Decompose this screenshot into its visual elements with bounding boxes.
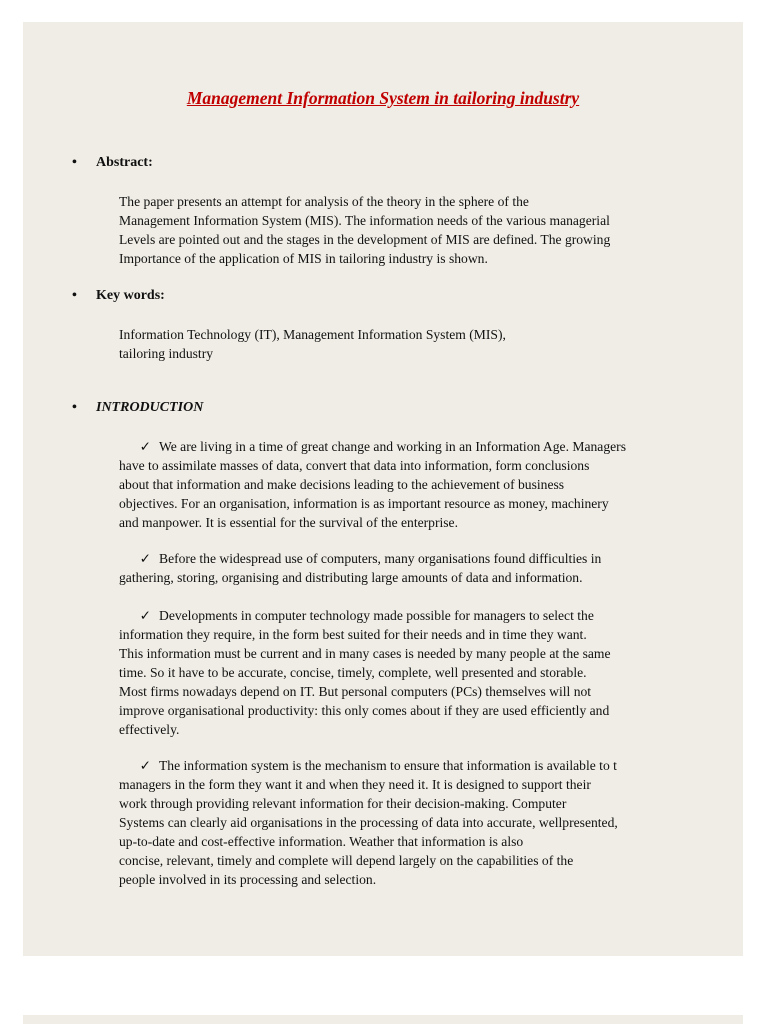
keywords-line: tailoring industry	[119, 346, 214, 361]
checkmark-icon: ✓	[139, 439, 151, 454]
intro-paragraph-3: ✓ Developments in computer technology made possible for managers to select the information they require, in the form best suited for their needs and in time they want. This information must be current and in many cases is needed by many people at the same time. So it have to be accurate, concise, timely, complete, well presented and storable. Most firms nowadays depend on IT. But personal computers (PCs) themselves will not improve organisational productivity: this only comes about if they are used efficiently and effectively.	[119, 608, 611, 737]
keywords-text	[119, 325, 679, 363]
document-page	[23, 22, 743, 956]
keywords-line: Information Technology (IT), Management Information System (MIS),	[119, 327, 506, 342]
abstract-text	[119, 192, 679, 268]
next-page	[23, 1015, 743, 1024]
checkmark-icon: ✓	[139, 758, 151, 773]
intro-paragraph-2: ✓ Before the widespread use of computers, many organisations found difficulties in gathering, storing, organising and distributing large amounts of data and information.	[119, 551, 602, 585]
abstract-line: Management Information System (MIS). The information needs of the various managerial	[119, 213, 610, 228]
bullet-icon: •	[72, 400, 77, 415]
bullet-icon: •	[72, 155, 77, 170]
intro-paragraph-1: ✓ We are living in a time of great change and working in an Information Age. Managers have to assimilate masses of data, convert that data into information, form conclusions about that information and make decisions leading to the achievement of business objectives. For an organisation, information is as important resource as money, machinery and manpower. It is essential for the survival of the enterprise.	[119, 439, 626, 530]
abstract-line: The paper presents an attempt for analysis of the theory in the sphere of the	[119, 194, 529, 209]
abstract-heading: • Abstract:	[72, 155, 153, 170]
checkmark-icon: ✓	[139, 551, 151, 566]
abstract-line: Levels are pointed out and the stages in the development of MIS are defined. The growing	[119, 232, 611, 247]
abstract-line: Importance of the application of MIS in tailoring industry is shown.	[119, 251, 488, 266]
intro-paragraph-4: ✓ The information system is the mechanism to ensure that information is available to t managers in the form they want it and when they need it. It is designed to support their work through providing relevant information for their decision-making. Computer Systems can clearly aid organisations in the processing of data into accurate, wellpresented, up-to-date and cost-effective information. Weather that information is also concise, relevant, timely and complete will depend largely on the capabilities of the people involved in its processing and selection.	[119, 758, 618, 887]
bullet-icon: •	[72, 288, 77, 303]
document-title: Management Information System in tailoring industry	[186, 88, 580, 108]
introduction-heading: • INTRODUCTION	[72, 400, 204, 415]
checkmark-icon: ✓	[139, 608, 151, 623]
keywords-heading: • Key words:	[72, 288, 165, 303]
